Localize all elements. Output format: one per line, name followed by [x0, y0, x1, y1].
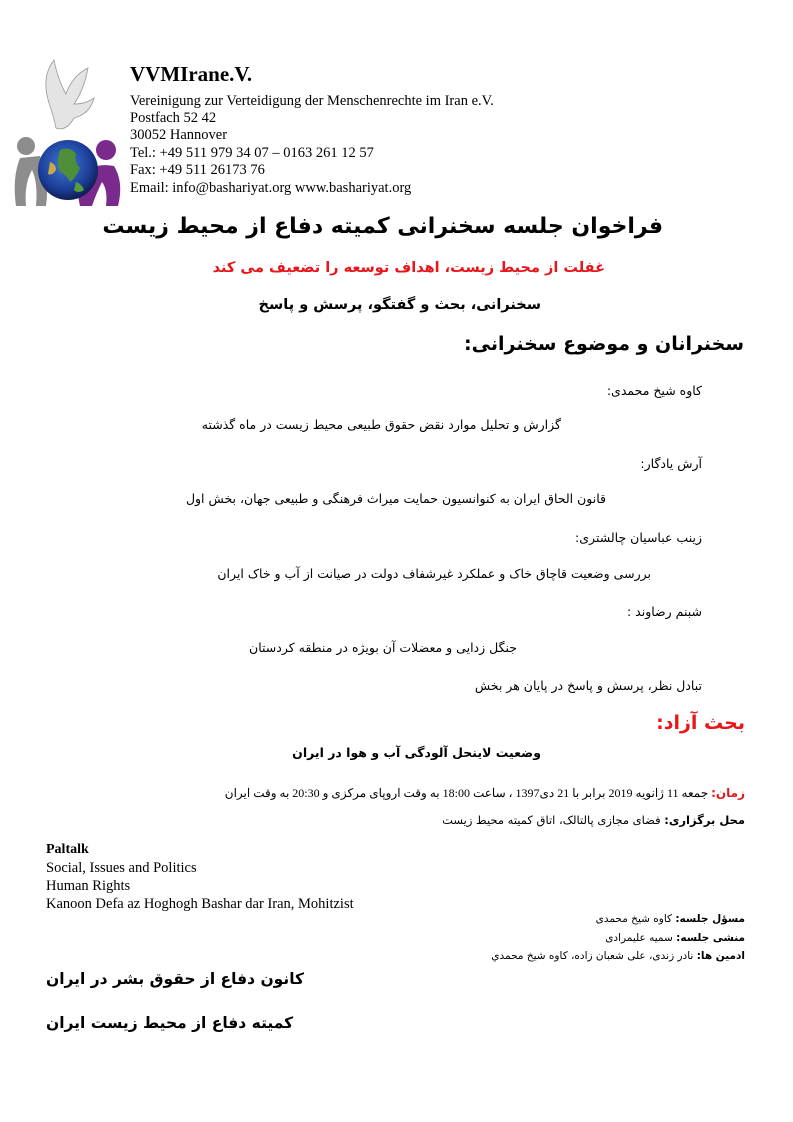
- speaker-name-2: آرش یادگار:: [640, 456, 702, 471]
- organization-logo: [10, 58, 128, 208]
- event-format: سخنرانی، بحث و گفتگو، پرسش و پاسخ: [258, 297, 541, 313]
- free-discussion-topic: وضعیت لاینحل آلودگی آب و هوا در ایران: [292, 745, 541, 760]
- session-secretary-label: منشی جلسه:: [676, 932, 745, 944]
- place-value: فضای مجازی پالتالک، اتاق کمیته محیط زیست: [442, 813, 665, 827]
- address-line-fax: Fax: +49 511 26173 76: [130, 162, 265, 178]
- address-line-city: 30052 Hannover: [130, 127, 228, 143]
- event-place: [442, 813, 745, 827]
- footer-org-human-rights: کانون دفاع از حقوق بشر در ایران: [46, 970, 305, 988]
- footer-org-environment: کمیته دفاع از محیط زیست ایران: [46, 1014, 294, 1032]
- session-secretary-value: سمیه علیمرادی: [605, 932, 677, 944]
- address-line-postbox: Postfach 52 42: [130, 110, 217, 126]
- speakers-heading: سخنرانان و موضوع سخنرانی:: [464, 333, 744, 355]
- session-admins-value: نادر زندی، علی شعبان زاده، کاوه شیخ محمدي: [491, 950, 697, 962]
- free-discussion-heading: بحث آزاد:: [656, 712, 745, 734]
- speaker-name-1: کاوه شیخ محمدی:: [606, 383, 702, 398]
- organization-name: VVMIrane.V.: [130, 62, 253, 86]
- session-chair-value: کاوه شیخ محمدی: [595, 913, 676, 925]
- event-time: [225, 786, 745, 801]
- session-chair: [596, 913, 745, 925]
- paltalk-room: Kanoon Defa az Hoghogh Bashar dar Iran, Mohitzist: [46, 896, 354, 912]
- dove-icon: [46, 60, 94, 129]
- speaker-topic-1: گزارش و تحلیل موارد نقض حقوق طبیعی محیط زیست در ماه گذشته: [201, 417, 561, 432]
- speaker-topic-4: جنگل زدایی و معضلات آن بویژه در منطقه کردستان: [249, 640, 517, 655]
- qa-note: تبادل نظر، پرسش و پاسخ در پایان هر بخش: [474, 678, 702, 693]
- address-line-email-web: Email: info@bashariyat.org www.bashariyat.org: [130, 180, 412, 196]
- address-line-phone: Tel.: +49 511 979 34 07 – 0163 261 12 57: [130, 145, 374, 161]
- session-admins-label: ادمین ها:: [696, 950, 745, 962]
- speaker-topic-3: بررسی وضعیت قاچاق خاک و عملکرد غیرشفاف دولت در صیانت از آب و خاک ایران: [217, 566, 651, 581]
- globe-icon: [38, 140, 98, 200]
- page-title: فراخوان جلسه سخنرانی کمیته دفاع از محیط زیست: [102, 214, 663, 239]
- place-label: محل برگزاری:: [664, 813, 745, 827]
- speaker-topic-2: قانون الحاق ایران به کنوانسیون حمایت میراث فرهنگی و طبیعی جهان، بخش اول: [185, 491, 606, 506]
- paltalk-subcategory: Human Rights: [46, 878, 131, 894]
- session-secretary: [605, 932, 745, 944]
- speaker-name-4: شبنم رضاوند :: [626, 604, 702, 619]
- speaker-name-3: زینب عباسیان چالشتری:: [575, 530, 702, 545]
- address-line-association: Vereinigung zur Verteidigung der Menschenrechte im Iran e.V.: [130, 93, 494, 109]
- paltalk-category: Social, Issues and Politics: [46, 860, 197, 876]
- session-chair-label: مسؤل جلسه:: [675, 913, 745, 925]
- time-value: جمعه 11 ژانویه 2019 برابر با 21 دی1397 ، ساعت 18:00 به وقت اروپای مرکزی و 20:30 به وقت ایران: [224, 786, 712, 800]
- session-admins: [491, 950, 745, 962]
- subtitle: غفلت از محیط زیست، اهداف توسعه را تضعیف می کند: [212, 260, 605, 276]
- time-label: زمان:: [711, 786, 745, 800]
- paltalk-title: Paltalk: [46, 842, 89, 857]
